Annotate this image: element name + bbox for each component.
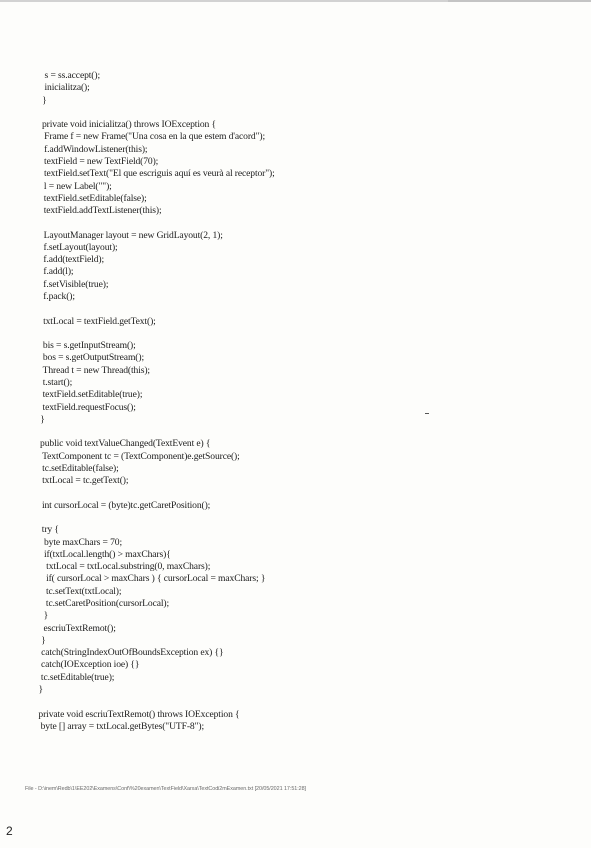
code-line: } xyxy=(37,413,45,425)
code-line: f.add(textField); xyxy=(38,254,104,266)
scan-top-edge xyxy=(0,0,591,2)
code-line: catch(StringIndexOutOfBoundsException ex) {} xyxy=(36,647,224,659)
code-line: textField.setText("El que escriguis aquí es veurà al receptor"); xyxy=(39,168,275,180)
code-line: f.add(l); xyxy=(38,266,74,278)
code-line: f.setLayout(layout); xyxy=(38,241,118,253)
file-path-footer: File - D:\inem\Redb\1\EE202\Examens\Conf\%20examen\TextField\Xarxa\TextCodi2mExamen.txt [20/05/2021 17:51:28] xyxy=(25,786,307,792)
code-line: textField.setEditable(true); xyxy=(38,389,143,401)
code-line: textField = new TextField(70); xyxy=(39,155,159,167)
code-line: s = ss.accept(); xyxy=(40,70,100,81)
code-line: } xyxy=(36,684,44,695)
code-line: tc.setEditable(false); xyxy=(37,462,119,474)
code-line: byte maxChars = 70; xyxy=(37,536,123,548)
code-line: tc.setText(txtLocal); xyxy=(36,585,122,597)
code-line: textField.requestFocus(); xyxy=(38,401,136,413)
code-line: LayoutManager layout = new GridLayout(2, 1); xyxy=(39,229,223,241)
code-line: private void escriuTextRemot() throws IOException { xyxy=(36,708,240,720)
code-line: tc.setCaretPosition(cursorLocal); xyxy=(36,598,170,610)
code-line: t.start(); xyxy=(38,377,73,388)
code-line: f.pack(); xyxy=(38,291,75,303)
code-listing xyxy=(30,70,480,770)
code-line: byte [] array = txtLocal.getBytes("UTF-8"); xyxy=(36,720,205,732)
code-line: if(txtLocal.length() > maxChars){ xyxy=(37,548,171,560)
code-line: try { xyxy=(37,524,59,536)
stray-mark xyxy=(425,413,429,414)
code-line: inicialitza(); xyxy=(39,82,90,94)
code-line: private void inicialitza() throws IOException { xyxy=(39,119,216,131)
code-line: TextComponent tc = (TextComponent)e.getSource(); xyxy=(37,450,240,462)
code-line: catch(IOException ioe) {} xyxy=(36,659,140,671)
page-number: 2 xyxy=(6,824,13,838)
code-line: escriuTextRemot(); xyxy=(36,622,116,634)
code-line: txtLocal = textField.getText(); xyxy=(38,315,156,327)
code-line: Frame f = new Frame("Una cosa en la que estem d'acord"); xyxy=(39,131,266,143)
code-line: bos = s.getOutputStream(); xyxy=(38,352,144,364)
code-line: textField.addTextListener(this); xyxy=(39,205,162,217)
code-line: if( cursorLocal > maxChars ) { cursorLocal = maxChars; } xyxy=(36,573,266,585)
code-line: txtLocal = tc.getText(); xyxy=(37,475,129,487)
code-line: } xyxy=(36,634,46,646)
code-line: txtLocal = txtLocal.substring(0, maxChars); xyxy=(37,561,211,573)
code-line: tc.setEditable(true); xyxy=(36,671,115,683)
code-line: Thread t = new Thread(this); xyxy=(38,364,150,376)
code-line: f.addWindowListener(this); xyxy=(39,143,148,155)
code-line: l = new Label(""); xyxy=(39,180,112,192)
code-line: f.setVisible(true); xyxy=(38,278,109,290)
code-line: textField.setEditable(false); xyxy=(39,192,147,204)
code-line: bis = s.getInputStream(); xyxy=(38,340,136,352)
code-line: } xyxy=(36,610,49,622)
code-line: int cursorLocal = (byte)tc.getCaretPosition(); xyxy=(37,499,211,511)
code-line: public void textValueChanged(TextEvent e) { xyxy=(37,438,211,450)
code-line: } xyxy=(39,94,47,106)
